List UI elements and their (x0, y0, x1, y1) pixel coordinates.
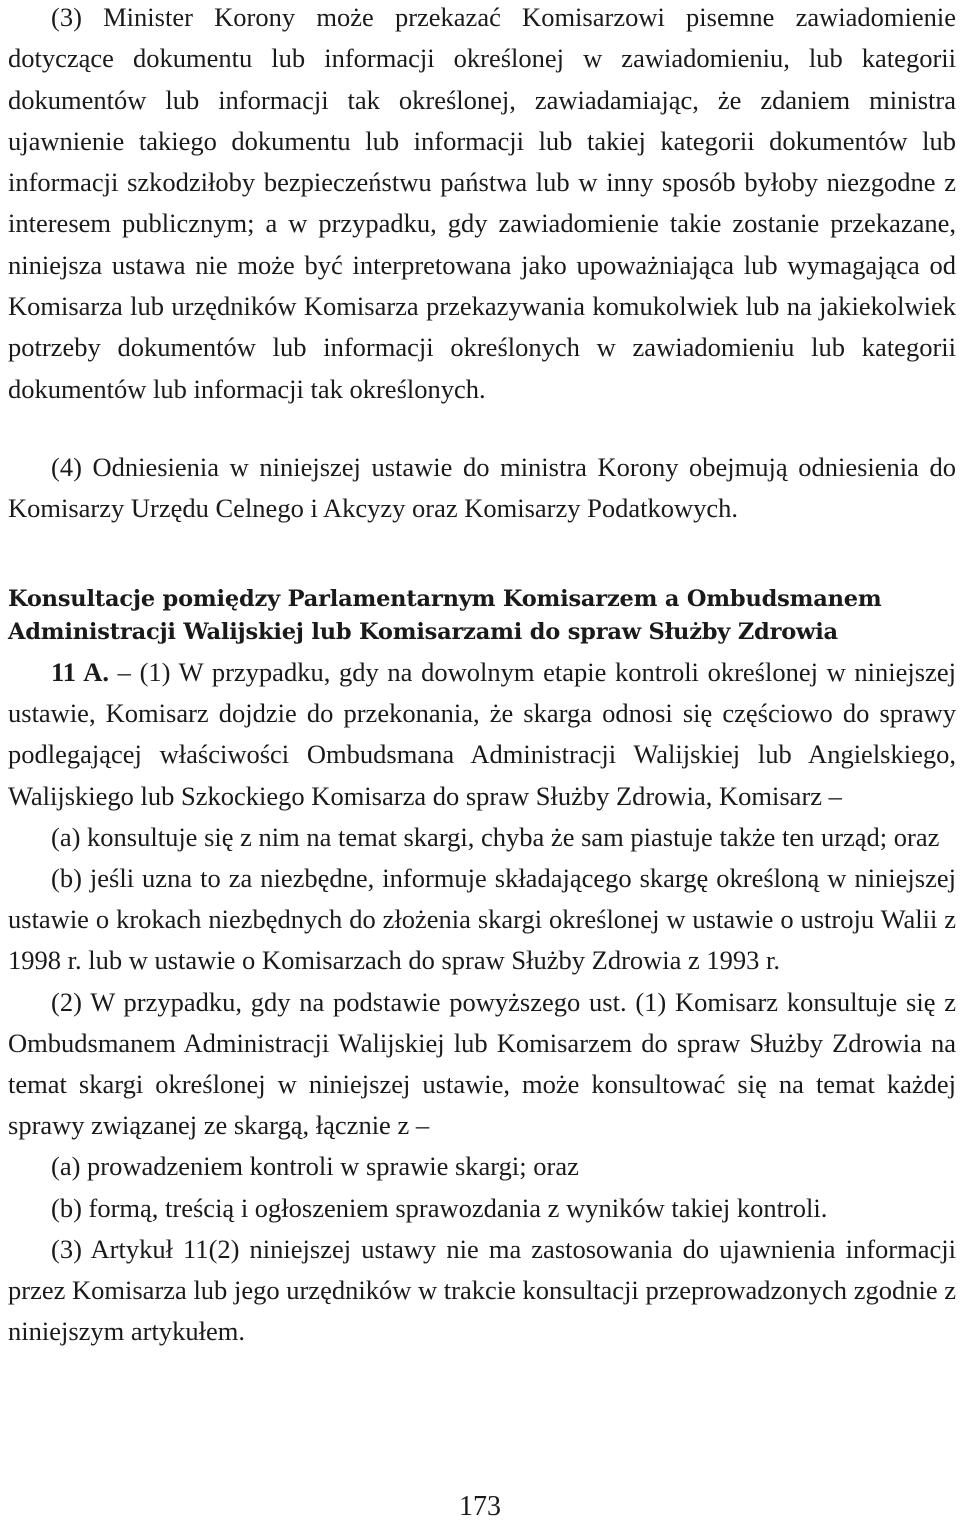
subsection-2: (2) W przypadku, gdy na podstawie powyższego ust. (1) Komisarz konsultuje się z Ombudsmanem Administracji Walijskiej lub Komisarzem do spraw Służby Zdrowia na temat skargi określonej w niniejszej ustawie, może konsultować się na temat każdej sprawy związanej ze skargą, łącznie z – (8, 986, 956, 1141)
article-intro-text: – (1) W przypadku, gdy na dowolnym etapie kontroli określonej w niniejszej ustawie, Komisarz dojdzie do przekonania, że skarga odnosi się częściowo do sprawy podlegającej właściwości Ombudsmana Administracji Walijskiej lub Angielskiego, Walijskiego lub Szkockiego Komisarza do spraw Służby Zdrowia, Komisarz – (8, 657, 956, 811)
section-heading: Konsultacje pomiędzy Parlamentarnym Komisarzem a Ombudsmanem Administracji Walijskiej lub Komisarzami do spraw Służby Zdrowia (8, 586, 882, 645)
paragraph-block (8, 447, 956, 530)
item-a: (a) konsultuje się z nim na temat skargi, chyba że sam piastuje także ten urząd; oraz (51, 821, 940, 852)
article-11a (8, 652, 956, 1352)
article-number: 11 A. (51, 657, 109, 687)
item-b: (b) jeśli uzna to za niezbędne, informuje składającego skargę określoną w niniejszej ustawie o krokach niezbędnych do złożenia skargi określonej w ustawie o ustroju Walii z 1998 r. lub w ustawie o Komisarzach do spraw Służby Zdrowia z 1993 r. (8, 863, 956, 976)
paragraph-4: (4) Odniesienia w niniejszej ustawie do ministra Korony obejmują odniesienia do Komisarzy Urzędu Celnego i Akcyzy oraz Komisarzy Podatkowych. (8, 452, 956, 524)
article-11a-intro (8, 652, 956, 817)
subsection-2-item-b: (b) formą, treścią i ogłoszeniem sprawozdania z wyników takiej kontroli. (51, 1192, 828, 1223)
subsection-3: (3) Artykuł 11(2) niniejszej ustawy nie ma zastosowania do ujawnienia informacji przez Komisarza lub jego urzędników w trakcie konsultacji przeprowadzonych zgodnie z niniejszym artykułem. (8, 1233, 956, 1347)
page-number: 173 (459, 1491, 501, 1522)
paragraph-3: (3) Minister Korony może przekazać Komisarzowi pisemne zawiadomienie dotyczące dokumentu lub informacji określonej w zawiadomieniu, lub kategorii dokumentów lub informacji tak określonej, zawiadamiając, że zdaniem ministra ujawnienie takiego dokumentu lub informacji lub takiej kategorii dokumentów lub informacji szkodziłoby bezpieczeństwu państwa lub w inny sposób byłoby niezgodne z interesem publicznym; a w przypadku, gdy zawiadomienie takie zostanie przekazane, niniejsza ustawa nie może być interpretowana jako upoważniająca lub wymagająca od Komisarza lub urzędników Komisarza przekazywania komukolwiek lub na jakiekolwiek potrzeby dokumentów lub informacji określonych w zawiadomieniu lub kategorii dokumentów lub informacji tak określonych. (8, 2, 956, 404)
paragraph-block (8, 0, 956, 410)
subsection-2-item-a: (a) prowadzeniem kontroli w sprawie skargi; oraz (51, 1151, 579, 1182)
